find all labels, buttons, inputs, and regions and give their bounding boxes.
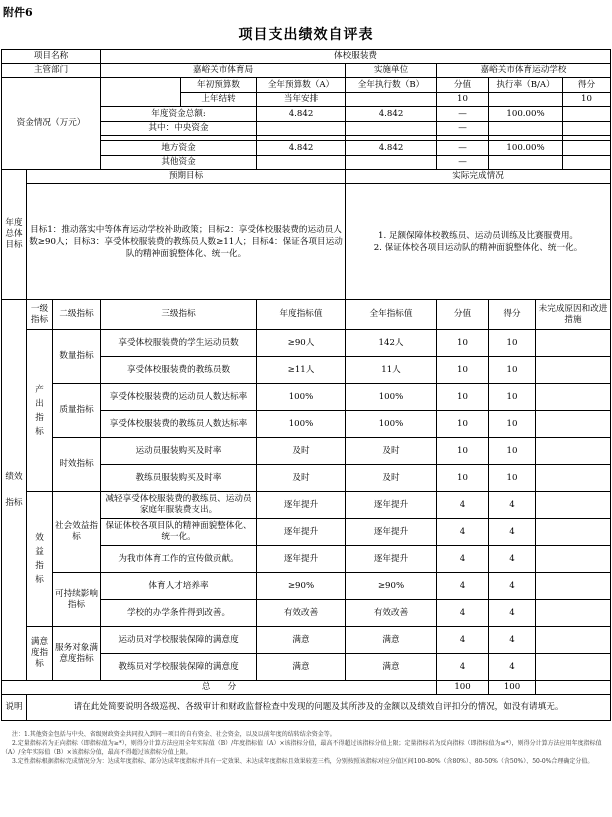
indicator-full-value: 及时 [346, 465, 437, 492]
rate-header: 执行率（B/A） [489, 78, 563, 93]
indicator-name: 教练员服装购买及时率 [101, 465, 257, 492]
fund-row-exec [346, 122, 437, 136]
service-satisfaction-label: 服务对象满意度指标 [53, 627, 101, 681]
output-indicator-label: 产出指标 [27, 330, 53, 492]
project-name-label: 项目名称 [2, 50, 101, 64]
footnote: 3.定性指标根据指标完成情况分为：达成年度指标、部分达成年度指标并具有一定效果、未达成年度指标且效果较差三档，分别按照该指标对应分值区间100-80%（含80%）、80-50%（含50%）、50-0%合理确定分值。 [12, 758, 594, 765]
level1-header: 一级指标 [27, 300, 53, 330]
indicator-full-value: 100% [346, 411, 437, 438]
total-points: 100 [489, 681, 536, 695]
fund-row-score: — [437, 107, 489, 122]
indicator-year-value: ≥90% [257, 573, 346, 600]
indicator-score: 4 [437, 654, 489, 681]
reason-header: 未完成原因和改进措施 [536, 300, 611, 330]
actual-result-text: 1. 足额保障体校教练员、运动员训练及比赛服费用。 2. 保证体校各项目运动队的精神面貌整体化、统一化。 [346, 184, 611, 300]
indicator-full-value: 142人 [346, 330, 437, 357]
total-score: 100 [437, 681, 489, 695]
fund-points-header: 得分 [563, 78, 611, 93]
sustainable-impact-label: 可持续影响指标 [53, 573, 101, 627]
indicator-name: 为我市体育工作的宣传做贡献。 [101, 546, 257, 573]
quantity-indicator-label: 数量指标 [53, 330, 101, 384]
indicator-full-value: 及时 [346, 438, 437, 465]
fund-points-value: 10 [563, 93, 611, 107]
footnotes [2, 730, 608, 766]
indicator-full-value: 11人 [346, 357, 437, 384]
indicator-full-value: 有效改善 [346, 600, 437, 627]
dept-value: 嘉峪关市体育局 [101, 64, 346, 78]
indicator-points: 4 [489, 627, 536, 654]
indicator-points: 4 [489, 492, 536, 519]
indicator-full-value: ≥90% [346, 573, 437, 600]
page-title: 项目支出绩效自评表 [238, 27, 374, 43]
fund-row-rate: 100.00% [489, 141, 563, 156]
indicator-year-value: 及时 [257, 438, 346, 465]
indicator-points: 4 [489, 600, 536, 627]
indicator-score: 4 [437, 627, 489, 654]
indicator-points: 10 [489, 384, 536, 411]
annex-label: 附件6 [3, 6, 33, 19]
indicator-points: 10 [489, 357, 536, 384]
impl-label: 实施单位 [346, 64, 437, 78]
fund-row-label: 年度资金总额: [101, 107, 257, 122]
indicator-score: 4 [437, 492, 489, 519]
indicator-name: 教练员对学校服装保障的满意度 [101, 654, 257, 681]
indicator-points: 10 [489, 411, 536, 438]
indicator-year-value: 有效改善 [257, 600, 346, 627]
fund-row-exec: 4.842 [346, 141, 437, 156]
indicator-name: 体育人才培养率 [101, 573, 257, 600]
indicator-name: 运动员服装购买及时率 [101, 438, 257, 465]
indicator-name: 减轻享受体校服装费的教练员、运动员家庭年服装费支出。 [101, 492, 257, 519]
indicator-score: 10 [437, 384, 489, 411]
indicator-year-value: 逐年提升 [257, 519, 346, 546]
project-name-value: 体校服装费 [101, 50, 611, 64]
fund-row-label: 其他资金 [101, 156, 257, 170]
fund-row-label: 地方资金 [101, 141, 257, 156]
indicator-full-value: 逐年提升 [346, 546, 437, 573]
level3-header: 三级指标 [101, 300, 257, 330]
fund-row-rate: 100.00% [489, 107, 563, 122]
impl-value: 嘉峪关市体育运动学校 [437, 64, 611, 78]
fund-row-rate [489, 156, 563, 170]
indicator-year-value: ≥90人 [257, 330, 346, 357]
annual-goal-label: 年度总体目标 [2, 170, 27, 300]
indicator-full-value: 100% [346, 384, 437, 411]
year-budget-header: 年初预算数 [181, 78, 257, 93]
full-target-header: 全年指标值 [346, 300, 437, 330]
fund-row-budget [257, 156, 346, 170]
fund-row-budget: 4.842 [257, 141, 346, 156]
fund-row-budget [257, 122, 346, 136]
indicator-points: 4 [489, 546, 536, 573]
indicator-year-value: 逐年提升 [257, 492, 346, 519]
indicator-name: 运动员对学校服装保障的满意度 [101, 627, 257, 654]
total-label: 总 分 [2, 681, 437, 695]
note-text: 请在此处简要说明各级巡视、各级审计和财政监督检查中发现的问题及其所涉及的金额以及绩效自评扣分的情况，如没有请填无。 [27, 695, 611, 721]
fund-row-score: — [437, 141, 489, 156]
fund-row-exec: 4.842 [346, 107, 437, 122]
fund-row-score: — [437, 122, 489, 136]
carry-over-label: 上年结转 [181, 93, 257, 107]
indicator-score: 4 [437, 546, 489, 573]
indicator-full-value: 满意 [346, 654, 437, 681]
indicator-score: 4 [437, 600, 489, 627]
indicator-name: 享受体校服装费的学生运动员数 [101, 330, 257, 357]
indicator-name: 享受体校服装费的运动员人数达标率 [101, 384, 257, 411]
planned-goal-header: 预期目标 [27, 170, 346, 184]
indicator-name: 享受体校服装费的教练员人数达标率 [101, 411, 257, 438]
actual-result-header: 实际完成情况 [346, 170, 611, 184]
indicator-year-value: 满意 [257, 654, 346, 681]
social-benefit-label: 社会效益指标 [53, 492, 101, 573]
indicator-year-value: ≥11人 [257, 357, 346, 384]
current-year-label: 当年安排 [257, 93, 346, 107]
fund-score-header: 分值 [437, 78, 489, 93]
fund-row-exec [346, 156, 437, 170]
indicator-year-value: 100% [257, 384, 346, 411]
year-target-header: 年度指标值 [257, 300, 346, 330]
indicator-score: 4 [437, 519, 489, 546]
indicator-full-value: 逐年提升 [346, 519, 437, 546]
timeliness-indicator-label: 时效指标 [53, 438, 101, 492]
satisfaction-indicator-label: 满意度指标 [27, 627, 53, 681]
full-budget-header: 全年预算数（A） [257, 78, 346, 93]
indicator-points: 4 [489, 654, 536, 681]
planned-goal-text: 目标1：推动落实中等体育运动学校补助政策；目标2：享受体校服装费的运动员人数≥90人；目标3：享受体校服装费的教练员人数≥11人；目标4：保证各项目运动队的精神面貌整体化、统一化。 [27, 184, 346, 300]
indicator-score: 10 [437, 330, 489, 357]
note-label: 说明 [2, 695, 27, 721]
indicator-year-value: 100% [257, 411, 346, 438]
indicator-score: 10 [437, 357, 489, 384]
footnote: 2.定量指标若为正向指标（即指标值为≥*），则得分计算方法应用全年实际值（B）/年度指标值（A）×该指标分值，最高不得超过该指标分值上限；定量指标若为反向指标（即指标值为≤*），则得分计算方法应用年度指标值（A）/全年实际值（B）×该指标分值，最高不得超过该指标分值上限。 [2, 740, 602, 756]
indicator-full-value: 逐年提升 [346, 492, 437, 519]
indicator-year-value: 满意 [257, 627, 346, 654]
quality-indicator-label: 质量指标 [53, 384, 101, 438]
fund-row-score: — [437, 156, 489, 170]
indicator-year-value: 逐年提升 [257, 546, 346, 573]
indicator-name: 享受体校服装费的教练员数 [101, 357, 257, 384]
full-exec-header: 全年执行数（B） [346, 78, 437, 93]
dept-label: 主管部门 [2, 64, 101, 78]
fund-score-value: 10 [437, 93, 489, 107]
indicator-score: 10 [437, 465, 489, 492]
indicator-points: 4 [489, 519, 536, 546]
indicator-year-value: 及时 [257, 465, 346, 492]
indicator-name: 学校的办学条件得到改善。 [101, 600, 257, 627]
indicator-points: 4 [489, 573, 536, 600]
self-evaluation-table [1, 49, 611, 721]
indicator-points: 10 [489, 438, 536, 465]
indicator-score: 10 [437, 411, 489, 438]
indicator-full-value: 满意 [346, 627, 437, 654]
perf-indicator-label: 绩效指标 [2, 300, 27, 681]
fund-row-budget: 4.842 [257, 107, 346, 122]
fund-row-label: 其中：中央资金 [101, 122, 257, 136]
fund-row-rate [489, 122, 563, 136]
indicator-points: 10 [489, 465, 536, 492]
indicator-score: 10 [437, 438, 489, 465]
indicator-score: 4 [437, 573, 489, 600]
perf-points-header: 得分 [489, 300, 536, 330]
effect-indicator-label: 效益指标 [27, 492, 53, 627]
footnote: 注：1.其他资金包括与中央、省级财政资金共同投入到同一项目的自有资金、社会资金，以及以前年度的结转结余资金等。 [12, 731, 336, 738]
indicator-name: 保证体校各项目队的精神面貌整体化、统一化。 [101, 519, 257, 546]
fund-label: 资金情况（万元） [2, 78, 101, 170]
indicator-points: 10 [489, 330, 536, 357]
level2-header: 二级指标 [53, 300, 101, 330]
perf-score-header: 分值 [437, 300, 489, 330]
